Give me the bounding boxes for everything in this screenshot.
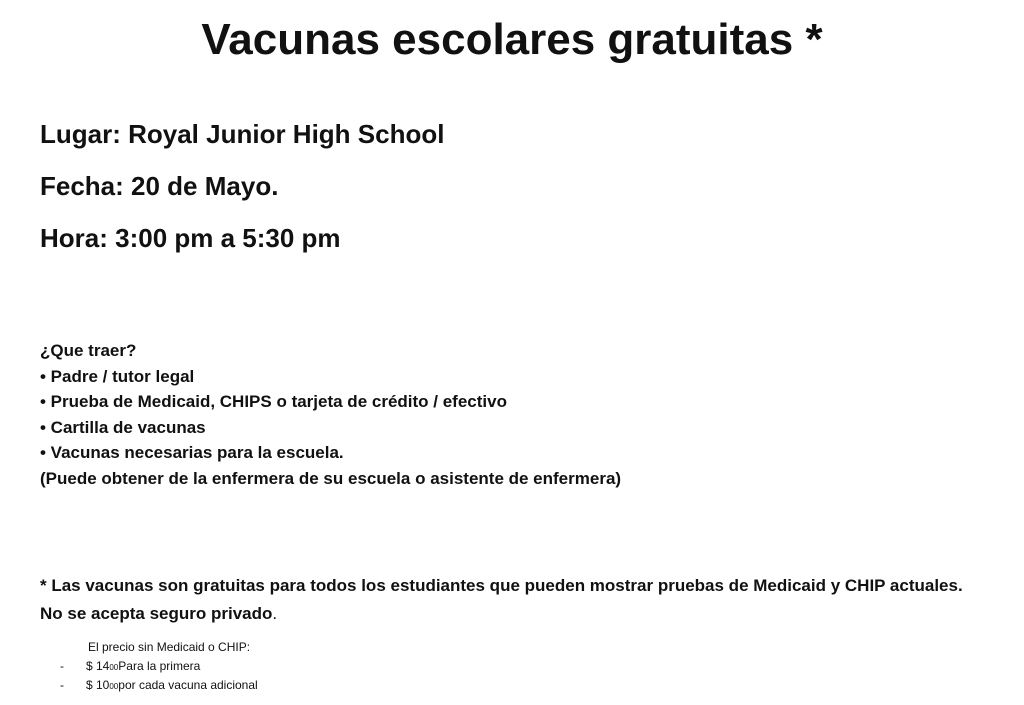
price-item-first: - $ 14 00 Para la primera xyxy=(60,657,258,676)
price-amount: $ 14 xyxy=(86,659,110,673)
bring-note: (Puede obtener de la enfermera de su escuela o asistente de enfermera) xyxy=(40,468,622,488)
event-date: Fecha: 20 de Mayo. xyxy=(40,171,279,201)
bring-item-guardian: • Padre / tutor legal xyxy=(40,366,195,386)
price-item-additional: - $ 10 00 por cada vacuna adicional xyxy=(60,676,258,695)
bring-item-required-vaccines: • Vacunas necesarias para la escuela. xyxy=(40,443,344,462)
event-time: Hora: 3:00 pm a 5:30 pm xyxy=(40,223,341,253)
price-amount: $ 10 xyxy=(86,678,110,692)
list-dash: - xyxy=(60,678,64,692)
event-place: Lugar: Royal Junior High School xyxy=(40,119,445,149)
what-to-bring-section xyxy=(40,338,621,491)
page-title: Vacunas escolares gratuitas * xyxy=(201,15,823,64)
price-label: por cada vacuna adicional xyxy=(118,678,258,692)
bring-item-proof: • Prueba de Medicaid, CHIPS o tarjeta de crédito / efectivo xyxy=(40,392,507,411)
what-to-bring-heading: ¿Que traer? xyxy=(40,341,137,360)
list-dash: - xyxy=(60,659,64,673)
bring-item-vaccine-card: • Cartilla de vacunas xyxy=(40,417,206,437)
footnote-period: . xyxy=(272,604,278,623)
price-section xyxy=(60,638,258,695)
price-heading: El precio sin Medicaid o CHIP: xyxy=(88,640,251,654)
price-label: Para la primera xyxy=(118,659,201,673)
footnote-text: * Las vacunas son gratuitas para todos los estudiantes que pueden mostrar pruebas de Medicaid y CHIP actuales. No se acepta seguro privado xyxy=(40,576,963,623)
footnote xyxy=(40,572,970,628)
